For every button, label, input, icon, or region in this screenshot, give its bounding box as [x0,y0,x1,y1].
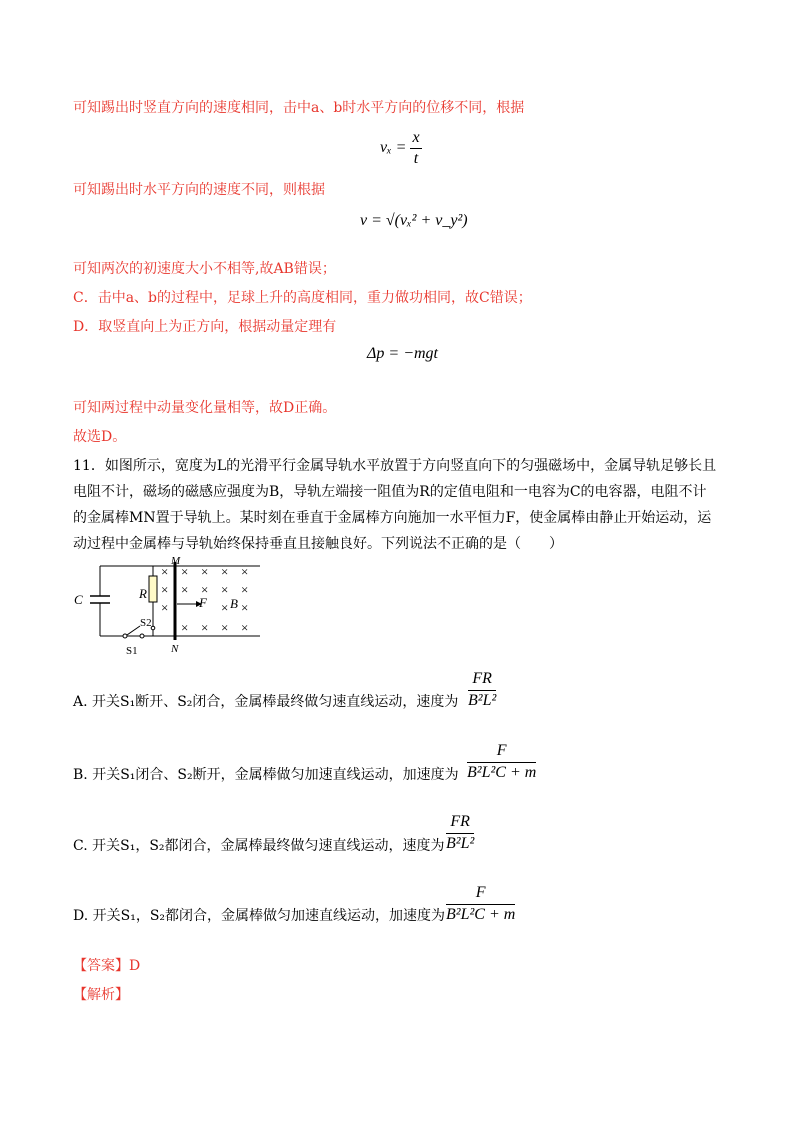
option-c-fraction [446,811,474,854]
formula-vx-num: x [410,128,421,149]
solution-line-6: 可知两过程中动量变化量相等，故D正确。 [73,400,337,416]
svg-text:×: × [221,620,229,635]
option-d-num: F [446,882,515,905]
svg-text:×: × [221,582,229,597]
option-b-num: F [467,740,536,763]
question-stem-line-2: 电阻不计，磁场的磁感应强度为B，导轨左端接一阻值为R的定值电阻和一电容为C的电容器，电阻不计 [73,484,707,500]
formula-vx-lhs: vₓ = [380,139,407,157]
question-stem-line-4: 动过程中金属棒与导轨始终保持垂直且接触良好。下列说法不正确的是（ ） [73,536,563,552]
svg-text:×: × [201,564,209,579]
svg-text:×: × [241,564,249,579]
svg-text:×: × [241,620,249,635]
label-N: N [171,643,179,655]
svg-text:×: × [181,582,189,597]
option-a-text: A. 开关S₁断开、S₂闭合，金属棒最终做匀速直线运动，速度为 [73,694,459,710]
solution-line-5: D．取竖直向上为正方向，根据动量定理有 [73,319,337,335]
solution-line-1: 可知踢出时竖直方向的速度相同，击中a、b时水平方向的位移不同，根据 [73,100,525,116]
label-S1: S1 [126,645,138,656]
option-a-fraction [468,668,496,711]
svg-text:×: × [221,564,229,579]
label-F: F [199,595,207,610]
option-c-den: B²L² [446,835,475,852]
svg-text:×: × [201,582,209,597]
solution-line-3: 可知两次的初速度大小不相等,故AB错误； [73,261,336,277]
formula-vx-fraction [410,128,421,169]
svg-text:×: × [161,564,169,579]
option-d-fraction [446,882,515,925]
solution-line-4: C．击中a、b的过程中，足球上升的高度相同，重力做功相同，故C错误； [73,290,532,306]
option-c-num: FR [446,811,474,834]
svg-text:×: × [201,620,209,635]
label-S2: S2 [140,617,152,629]
option-b-den: B²L²C + m [467,764,537,781]
option-c-text: C. 开关S₁，S₂都闭合，金属棒最终做匀速直线运动，速度为 [73,838,445,854]
formula-v: v = √(vₓ² + v_y²) [360,212,468,229]
formula-vx-den: t [413,150,419,167]
svg-text:×: × [181,564,189,579]
svg-text:×: × [221,600,229,615]
question-stem-line-3: 的金属棒MN置于导轨上。某时刻在垂直于金属棒方向施加一水平恒力F，使金属棒由静止开始运动，运 [73,510,712,526]
option-b-text: B. 开关S₁闭合、S₂断开，金属棒做匀加速直线运动，加速度为 [73,767,459,783]
label-C: C [74,592,83,607]
label-M: M [171,556,181,567]
circuit-diagram [68,556,268,656]
option-b-fraction [467,740,536,783]
svg-text:×: × [181,620,189,635]
analysis-label: 【解析】 [73,987,129,1003]
option-a-den: B²L² [468,692,497,709]
question-stem-line-1: 11．如图所示，宽度为L的光滑平行金属导轨水平放置于方向竖直向下的匀强磁场中，金属导轨足够长且 [73,458,717,474]
svg-text:×: × [161,582,169,597]
solution-line-2: 可知踢出时水平方向的速度不同，则根据 [73,182,325,198]
option-d-den: B²L²C + m [446,906,516,923]
svg-text:×: × [161,600,169,615]
formula-dp: Δp = −mgt [367,345,438,362]
svg-text:×: × [241,600,249,615]
label-B: B [230,596,238,611]
solution-line-7: 故选D。 [73,429,127,445]
answer-label: 【答案】D [73,958,141,974]
option-d-text: D. 开关S₁，S₂都闭合，金属棒做匀加速直线运动，加速度为 [73,908,446,924]
formula-vx [380,128,422,169]
label-R: R [139,586,147,601]
svg-text:×: × [241,582,249,597]
option-a-num: FR [468,668,496,691]
